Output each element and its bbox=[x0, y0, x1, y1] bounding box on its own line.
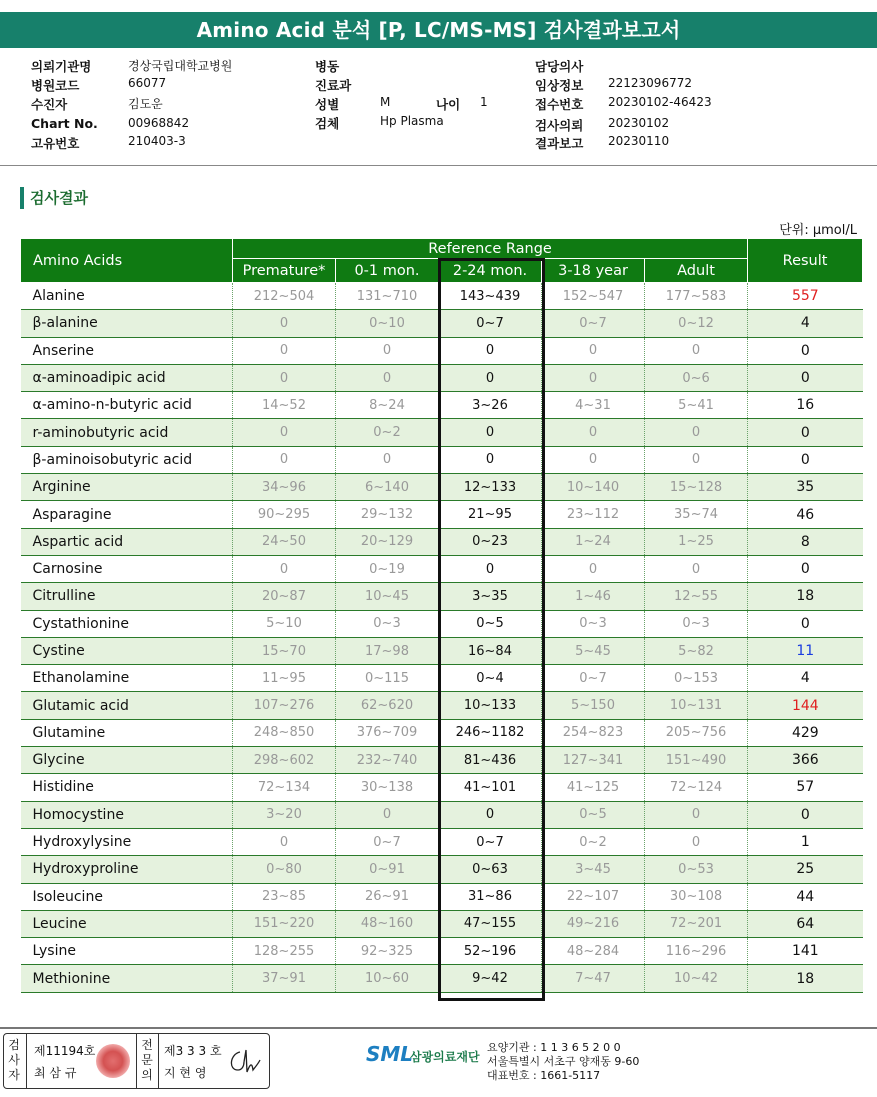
result-value: 8 bbox=[748, 528, 863, 555]
amino-acid-name: β-aminoisobutyric acid bbox=[21, 446, 233, 473]
amino-acid-name: Ethanolamine bbox=[21, 665, 233, 692]
reference-range-cell: 62~620 bbox=[336, 692, 439, 719]
foundation-name: 삼광의료재단 bbox=[410, 1050, 480, 1064]
table-row bbox=[21, 501, 863, 528]
amino-acid-name: Anserine bbox=[21, 337, 233, 364]
reference-range-cell: 0 bbox=[336, 364, 439, 391]
reference-range-cell: 35~74 bbox=[645, 501, 748, 528]
reference-range-cell: 23~112 bbox=[542, 501, 645, 528]
reference-range-cell: 90~295 bbox=[233, 501, 336, 528]
amino-acid-name: Hydroxyproline bbox=[21, 856, 233, 883]
amino-acid-name: Arginine bbox=[21, 474, 233, 501]
amino-acid-name: Asparagine bbox=[21, 501, 233, 528]
col-adult: Adult bbox=[645, 259, 748, 283]
amino-acid-name: r-aminobutyric acid bbox=[21, 419, 233, 446]
reference-range-cell: 10~45 bbox=[336, 583, 439, 610]
reference-range-cell: 0~7 bbox=[336, 828, 439, 855]
hospital-code: 66077 bbox=[128, 76, 167, 90]
reference-range-cell: 10~60 bbox=[336, 965, 439, 992]
reference-range-cell: 26~91 bbox=[336, 883, 439, 910]
result-report-label: 결과보고 bbox=[535, 136, 584, 151]
table-row bbox=[21, 446, 863, 473]
patient-name: 김도운 bbox=[128, 97, 163, 111]
sml-logo bbox=[366, 1042, 480, 1066]
table-row bbox=[21, 610, 863, 637]
chart-no: 00968842 bbox=[128, 116, 190, 130]
reference-range-cell: 0 bbox=[645, 419, 748, 446]
result-value: 0 bbox=[748, 446, 863, 473]
amino-acid-name: α-amino-n-butyric acid bbox=[21, 392, 233, 419]
tester-number: 제11194호 bbox=[34, 1044, 96, 1058]
table-row bbox=[21, 474, 863, 501]
reference-range-cell: 298~602 bbox=[233, 747, 336, 774]
signature-icon bbox=[226, 1046, 262, 1076]
reference-range-cell: 0 bbox=[439, 555, 542, 582]
reference-range-cell: 0 bbox=[439, 419, 542, 446]
reference-range-cell: 3~26 bbox=[439, 392, 542, 419]
patient-info bbox=[0, 55, 877, 155]
reference-range-cell: 0~7 bbox=[542, 310, 645, 337]
reference-range-cell: 31~86 bbox=[439, 883, 542, 910]
result-value: 11 bbox=[748, 637, 863, 664]
reference-range-cell: 0~2 bbox=[542, 828, 645, 855]
reference-range-cell: 0~5 bbox=[542, 801, 645, 828]
reference-range-cell: 0~3 bbox=[542, 610, 645, 637]
result-value: 557 bbox=[748, 283, 863, 310]
reference-range-cell: 5~10 bbox=[233, 610, 336, 637]
reference-range-cell: 15~128 bbox=[645, 474, 748, 501]
reference-range-cell: 22~107 bbox=[542, 883, 645, 910]
reference-range-cell: 0~3 bbox=[336, 610, 439, 637]
reference-range-cell: 0 bbox=[233, 337, 336, 364]
reference-range-cell: 0 bbox=[645, 337, 748, 364]
result-value: 46 bbox=[748, 501, 863, 528]
result-value: 429 bbox=[748, 719, 863, 746]
amino-acid-name: Glutamic acid bbox=[21, 692, 233, 719]
amino-acid-name: α-aminoadipic acid bbox=[21, 364, 233, 391]
result-value: 0 bbox=[748, 801, 863, 828]
reference-range-cell: 1~46 bbox=[542, 583, 645, 610]
reference-range-cell: 30~138 bbox=[336, 774, 439, 801]
amino-acid-name: Leucine bbox=[21, 910, 233, 937]
agency-code: 요양기관 : 1 1 3 6 5 2 0 0 bbox=[487, 1041, 621, 1054]
specimen-label: 검체 bbox=[315, 116, 340, 131]
reference-range-cell: 49~216 bbox=[542, 910, 645, 937]
col-0-1-mon: 0-1 mon. bbox=[336, 259, 439, 283]
logo-text: SML bbox=[366, 1042, 414, 1066]
reference-range-cell: 131~710 bbox=[336, 283, 439, 310]
table-row bbox=[21, 583, 863, 610]
clinical-info: 22123096772 bbox=[608, 76, 692, 90]
footer-divider bbox=[0, 1027, 877, 1029]
reference-range-cell: 0 bbox=[336, 446, 439, 473]
reference-range-cell: 52~196 bbox=[439, 938, 542, 965]
reference-range-cell: 0~7 bbox=[439, 828, 542, 855]
reference-range-cell: 0~91 bbox=[336, 856, 439, 883]
result-value: 0 bbox=[748, 337, 863, 364]
reference-range-cell: 6~140 bbox=[336, 474, 439, 501]
reference-range-cell: 107~276 bbox=[233, 692, 336, 719]
reference-range-cell: 0 bbox=[233, 419, 336, 446]
sex: M bbox=[380, 95, 391, 109]
reference-range-cell: 72~201 bbox=[645, 910, 748, 937]
specialist-number: 제3 3 3 호 bbox=[164, 1044, 222, 1058]
reference-range-cell: 0 bbox=[336, 801, 439, 828]
reference-range-cell: 1~24 bbox=[542, 528, 645, 555]
requesting-org: 경상국립대학교병원 bbox=[128, 59, 233, 73]
reference-range-cell: 0~53 bbox=[645, 856, 748, 883]
result-value: 44 bbox=[748, 883, 863, 910]
reference-range-cell: 0~2 bbox=[336, 419, 439, 446]
result-value: 18 bbox=[748, 965, 863, 992]
reference-range-cell: 0 bbox=[542, 337, 645, 364]
reference-range-cell: 8~24 bbox=[336, 392, 439, 419]
reference-range-cell: 12~55 bbox=[645, 583, 748, 610]
reference-range-cell: 29~132 bbox=[336, 501, 439, 528]
reference-range-cell: 12~133 bbox=[439, 474, 542, 501]
table-row bbox=[21, 774, 863, 801]
col-reference-range: Reference Range bbox=[233, 239, 748, 259]
amino-acid-name: Carnosine bbox=[21, 555, 233, 582]
reference-range-cell: 0 bbox=[542, 364, 645, 391]
reference-range-cell: 72~134 bbox=[233, 774, 336, 801]
amino-acid-name: Hydroxylysine bbox=[21, 828, 233, 855]
reference-range-cell: 0 bbox=[439, 337, 542, 364]
reference-range-cell: 0~6 bbox=[645, 364, 748, 391]
table-row bbox=[21, 747, 863, 774]
reference-range-cell: 5~82 bbox=[645, 637, 748, 664]
reference-range-cell: 0~23 bbox=[439, 528, 542, 555]
reference-range-cell: 143~439 bbox=[439, 283, 542, 310]
reference-range-cell: 24~50 bbox=[233, 528, 336, 555]
divider bbox=[158, 1034, 159, 1088]
receipt-no-label: 접수번호 bbox=[535, 97, 584, 112]
chart-no-label: Chart No. bbox=[31, 116, 98, 131]
reference-range-cell: 0~3 bbox=[645, 610, 748, 637]
reference-range-cell: 20~129 bbox=[336, 528, 439, 555]
sex-label: 성별 bbox=[315, 97, 340, 112]
amino-acid-name: β-alanine bbox=[21, 310, 233, 337]
reference-range-cell: 4~31 bbox=[542, 392, 645, 419]
result-value: 366 bbox=[748, 747, 863, 774]
amino-acid-name: Glutamine bbox=[21, 719, 233, 746]
divider bbox=[26, 1034, 27, 1088]
amino-acid-name: Glycine bbox=[21, 747, 233, 774]
reference-range-cell: 0 bbox=[336, 337, 439, 364]
reference-range-cell: 0 bbox=[645, 555, 748, 582]
age-label: 나이 bbox=[436, 97, 461, 112]
reference-range-cell: 0~4 bbox=[439, 665, 542, 692]
reference-range-cell: 0~63 bbox=[439, 856, 542, 883]
result-value: 18 bbox=[748, 583, 863, 610]
amino-acid-name: Cystathionine bbox=[21, 610, 233, 637]
requesting-org-label: 의뢰기관명 bbox=[31, 59, 92, 74]
reference-range-cell: 151~490 bbox=[645, 747, 748, 774]
table-row bbox=[21, 665, 863, 692]
reference-range-cell: 177~583 bbox=[645, 283, 748, 310]
reference-range-cell: 0 bbox=[542, 446, 645, 473]
reference-range-cell: 254~823 bbox=[542, 719, 645, 746]
result-value: 57 bbox=[748, 774, 863, 801]
reference-range-cell: 0 bbox=[645, 801, 748, 828]
reference-range-cell: 205~756 bbox=[645, 719, 748, 746]
col-amino-acids: Amino Acids bbox=[21, 239, 233, 283]
reference-range-cell: 48~284 bbox=[542, 938, 645, 965]
reference-range-cell: 5~41 bbox=[645, 392, 748, 419]
table-row bbox=[21, 883, 863, 910]
reference-range-cell: 41~101 bbox=[439, 774, 542, 801]
result-value: 25 bbox=[748, 856, 863, 883]
amino-acid-name: Isoleucine bbox=[21, 883, 233, 910]
result-value: 1 bbox=[748, 828, 863, 855]
reference-range-cell: 0~7 bbox=[542, 665, 645, 692]
reference-range-cell: 20~87 bbox=[233, 583, 336, 610]
reference-range-cell: 152~547 bbox=[542, 283, 645, 310]
patient-label: 수진자 bbox=[31, 97, 68, 112]
reference-range-cell: 5~45 bbox=[542, 637, 645, 664]
reference-range-cell: 0 bbox=[233, 828, 336, 855]
col-3-18-year: 3-18 year bbox=[542, 259, 645, 283]
reference-range-cell: 0 bbox=[439, 801, 542, 828]
unit-label: 단위: μmol/L bbox=[779, 223, 857, 238]
reference-range-cell: 0 bbox=[233, 364, 336, 391]
reference-range-cell: 127~341 bbox=[542, 747, 645, 774]
result-value: 64 bbox=[748, 910, 863, 937]
reference-range-cell: 81~436 bbox=[439, 747, 542, 774]
table-row bbox=[21, 828, 863, 855]
reference-range-cell: 0 bbox=[233, 446, 336, 473]
divider bbox=[136, 1034, 137, 1088]
reference-range-cell: 212~504 bbox=[233, 283, 336, 310]
table-row bbox=[21, 337, 863, 364]
result-value: 0 bbox=[748, 555, 863, 582]
result-value: 16 bbox=[748, 392, 863, 419]
amino-acid-name: Citrulline bbox=[21, 583, 233, 610]
age: 1 bbox=[480, 95, 488, 109]
reference-range-cell: 1~25 bbox=[645, 528, 748, 555]
col-premature: Premature* bbox=[233, 259, 336, 283]
reference-range-cell: 0~153 bbox=[645, 665, 748, 692]
table-row bbox=[21, 801, 863, 828]
table-row bbox=[21, 310, 863, 337]
reference-range-cell: 232~740 bbox=[336, 747, 439, 774]
amino-acid-name: Methionine bbox=[21, 965, 233, 992]
result-value: 4 bbox=[748, 310, 863, 337]
reference-range-cell: 48~160 bbox=[336, 910, 439, 937]
reference-range-cell: 0 bbox=[439, 446, 542, 473]
reference-range-cell: 3~20 bbox=[233, 801, 336, 828]
reference-range-cell: 0 bbox=[645, 828, 748, 855]
reference-range-cell: 72~124 bbox=[645, 774, 748, 801]
amino-acid-name: Homocystine bbox=[21, 801, 233, 828]
doctor-label: 담당의사 bbox=[535, 59, 584, 74]
result-value: 0 bbox=[748, 610, 863, 637]
reference-range-cell: 14~52 bbox=[233, 392, 336, 419]
reference-range-cell: 10~131 bbox=[645, 692, 748, 719]
specialist-name: 지 현 영 bbox=[164, 1066, 207, 1080]
tester-name: 최 삼 규 bbox=[34, 1066, 77, 1080]
reference-range-cell: 128~255 bbox=[233, 938, 336, 965]
reference-range-cell: 10~133 bbox=[439, 692, 542, 719]
reference-range-cell: 21~95 bbox=[439, 501, 542, 528]
table-row bbox=[21, 965, 863, 992]
seal-stamp-icon bbox=[96, 1044, 130, 1078]
results-body bbox=[21, 283, 863, 993]
result-value: 35 bbox=[748, 474, 863, 501]
amino-acid-name: Cystine bbox=[21, 637, 233, 664]
reference-range-cell: 246~1182 bbox=[439, 719, 542, 746]
table-row bbox=[21, 528, 863, 555]
phone: 대표번호 : 1661-5117 bbox=[487, 1069, 601, 1082]
reference-range-cell: 15~70 bbox=[233, 637, 336, 664]
reference-range-cell: 10~140 bbox=[542, 474, 645, 501]
result-value: 4 bbox=[748, 665, 863, 692]
department-label: 진료과 bbox=[315, 78, 352, 93]
reference-range-cell: 151~220 bbox=[233, 910, 336, 937]
reference-range-cell: 0 bbox=[645, 446, 748, 473]
reference-range-cell: 116~296 bbox=[645, 938, 748, 965]
reference-range-cell: 16~84 bbox=[439, 637, 542, 664]
reference-range-cell: 17~98 bbox=[336, 637, 439, 664]
info-divider bbox=[0, 165, 877, 166]
section-title: 검사결과 bbox=[20, 187, 88, 209]
tester-label: 검 사 자 bbox=[8, 1038, 20, 1082]
report-title: Amino Acid 분석 [P, LC/MS-MS] 검사결과보고서 bbox=[0, 12, 877, 48]
reference-range-cell: 30~108 bbox=[645, 883, 748, 910]
reference-range-cell: 11~95 bbox=[233, 665, 336, 692]
result-value: 144 bbox=[748, 692, 863, 719]
address: 서울특별시 서초구 양재동 9-60 bbox=[487, 1055, 640, 1068]
reference-range-cell: 0~80 bbox=[233, 856, 336, 883]
col-result: Result bbox=[748, 239, 863, 283]
table-row bbox=[21, 856, 863, 883]
table-row bbox=[21, 283, 863, 310]
amino-acid-name: Histidine bbox=[21, 774, 233, 801]
result-value: 141 bbox=[748, 938, 863, 965]
unique-no: 210403-3 bbox=[128, 134, 186, 148]
reference-range-cell: 0~7 bbox=[439, 310, 542, 337]
reference-range-cell: 0~19 bbox=[336, 555, 439, 582]
specialist-label: 전 문 의 bbox=[141, 1038, 153, 1082]
reference-range-cell: 248~850 bbox=[233, 719, 336, 746]
reference-range-cell: 9~42 bbox=[439, 965, 542, 992]
table-row bbox=[21, 938, 863, 965]
table-row bbox=[21, 719, 863, 746]
col-2-24-mon: 2-24 mon. bbox=[439, 259, 542, 283]
reference-range-cell: 0 bbox=[542, 419, 645, 446]
reference-range-cell: 37~91 bbox=[233, 965, 336, 992]
table-row bbox=[21, 392, 863, 419]
reference-range-cell: 0~12 bbox=[645, 310, 748, 337]
result-report-date: 20230110 bbox=[608, 134, 670, 148]
reference-range-cell: 47~155 bbox=[439, 910, 542, 937]
reference-range-cell: 0 bbox=[233, 310, 336, 337]
reference-range-cell: 0~10 bbox=[336, 310, 439, 337]
reference-range-cell: 3~35 bbox=[439, 583, 542, 610]
table-row bbox=[21, 637, 863, 664]
amino-acid-name: Lysine bbox=[21, 938, 233, 965]
test-request-date: 20230102 bbox=[608, 116, 670, 130]
unique-no-label: 고유번호 bbox=[31, 136, 80, 151]
signature-box bbox=[3, 1033, 270, 1089]
reference-range-cell: 0 bbox=[542, 555, 645, 582]
table-row bbox=[21, 364, 863, 391]
table-row bbox=[21, 910, 863, 937]
ward-label: 병동 bbox=[315, 59, 340, 74]
reference-range-cell: 23~85 bbox=[233, 883, 336, 910]
reference-range-cell: 34~96 bbox=[233, 474, 336, 501]
reference-range-cell: 0~115 bbox=[336, 665, 439, 692]
reference-range-cell: 7~47 bbox=[542, 965, 645, 992]
reference-range-cell: 376~709 bbox=[336, 719, 439, 746]
table-row bbox=[21, 692, 863, 719]
hospital-code-label: 병원코드 bbox=[31, 78, 80, 93]
reference-range-cell: 5~150 bbox=[542, 692, 645, 719]
test-request-label: 검사의뢰 bbox=[535, 118, 584, 133]
specimen: Hp Plasma bbox=[380, 114, 444, 128]
result-value: 0 bbox=[748, 364, 863, 391]
reference-range-cell: 10~42 bbox=[645, 965, 748, 992]
reference-range-cell: 41~125 bbox=[542, 774, 645, 801]
amino-acid-name: Aspartic acid bbox=[21, 528, 233, 555]
clinical-info-label: 임상정보 bbox=[535, 78, 584, 93]
result-value: 0 bbox=[748, 419, 863, 446]
reference-range-cell: 0 bbox=[439, 364, 542, 391]
table-row bbox=[21, 555, 863, 582]
results-table bbox=[20, 238, 863, 993]
reference-range-cell: 92~325 bbox=[336, 938, 439, 965]
lab-address bbox=[487, 1041, 639, 1083]
reference-range-cell: 3~45 bbox=[542, 856, 645, 883]
reference-range-cell: 0 bbox=[233, 555, 336, 582]
table-row bbox=[21, 419, 863, 446]
receipt-no: 20230102-46423 bbox=[608, 95, 712, 109]
reference-range-cell: 0~5 bbox=[439, 610, 542, 637]
amino-acid-name: Alanine bbox=[21, 283, 233, 310]
